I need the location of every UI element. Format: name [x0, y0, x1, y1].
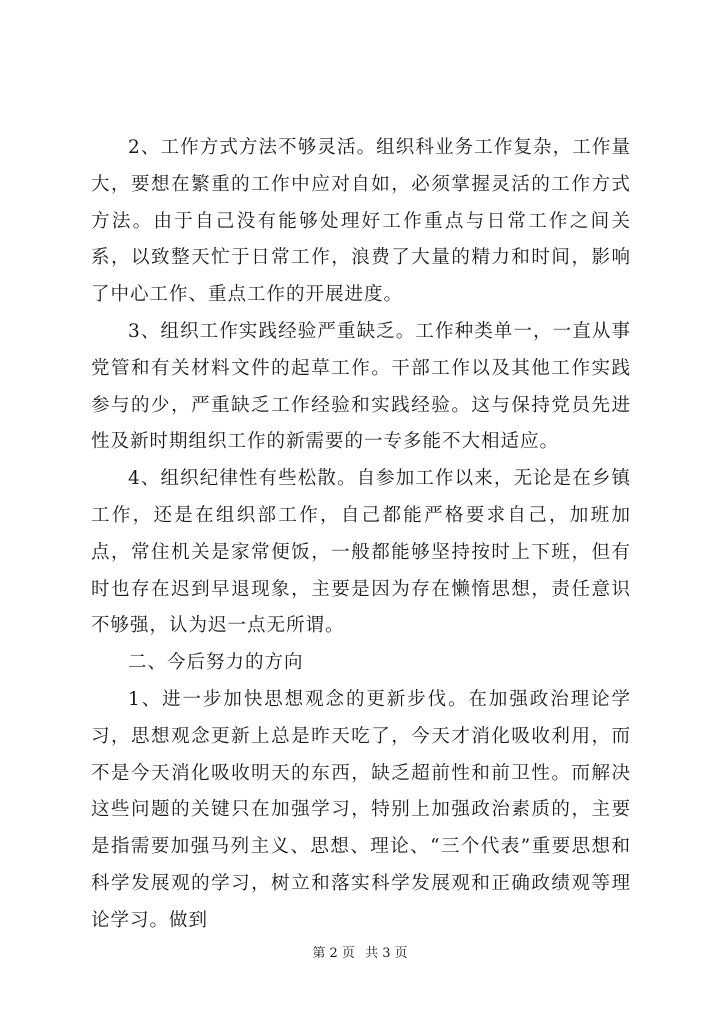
- section-heading: 二、今后努力的方向: [128, 652, 304, 674]
- page-total: 共 3 页: [365, 946, 408, 961]
- paragraph-item-4: 4、组织纪律性有些松散。自参加工作以来，无论是在乡镇工作，还是在组织部工作，自己都能严格要求自己，加班加点，常住机关是家常便饭，一般都能够坚持按时上下班，但有时也存在迟到早退现象，主要是因为存在懒惰思想，责任意识不够强，认为迟一点无所谓。: [91, 468, 631, 637]
- paragraph-item-3: 3、组织工作实践经验严重缺乏。工作种类单一，一直从事党管和有关材料文件的起草工作。干部工作以及其他工作实践参与的少，严重缺乏工作经验和实践经验。这与保持党员先进性及新时期组织工作的新需要的一专多能不大相适应。: [91, 320, 631, 453]
- paragraph-item-2: 2、工作方式方法不够灵活。组织科业务工作复杂，工作量大，要想在繁重的工作中应对自如，必须掌握灵活的工作方式方法。由于自己没有能够处理好工作重点与日常工作之间关系，以致整天忙于日常工作，浪费了大量的精力和时间，影响了中心工作、重点工作的开展进度。: [91, 137, 631, 306]
- page-footer: [0, 942, 720, 961]
- document-body: [91, 130, 631, 940]
- paragraph-direction-1: 1、进一步加快思想观念的更新步伐。在加强政治理论学习，思想观念更新上总是昨天吃了，今天才消化吸收利用，而不是今天消化吸收明天的东西，缺乏超前性和前卫性。而解决这些问题的关键只在加强学习，特别上加强政治素质的，主要是指需要加强马列主义、思想、理论、“三个代表”重要思想和科学发展观的学习，树立和落实科学发展观和正确政绩观等理论学习。做到: [91, 688, 631, 931]
- page-number: 第 2 页: [312, 946, 355, 961]
